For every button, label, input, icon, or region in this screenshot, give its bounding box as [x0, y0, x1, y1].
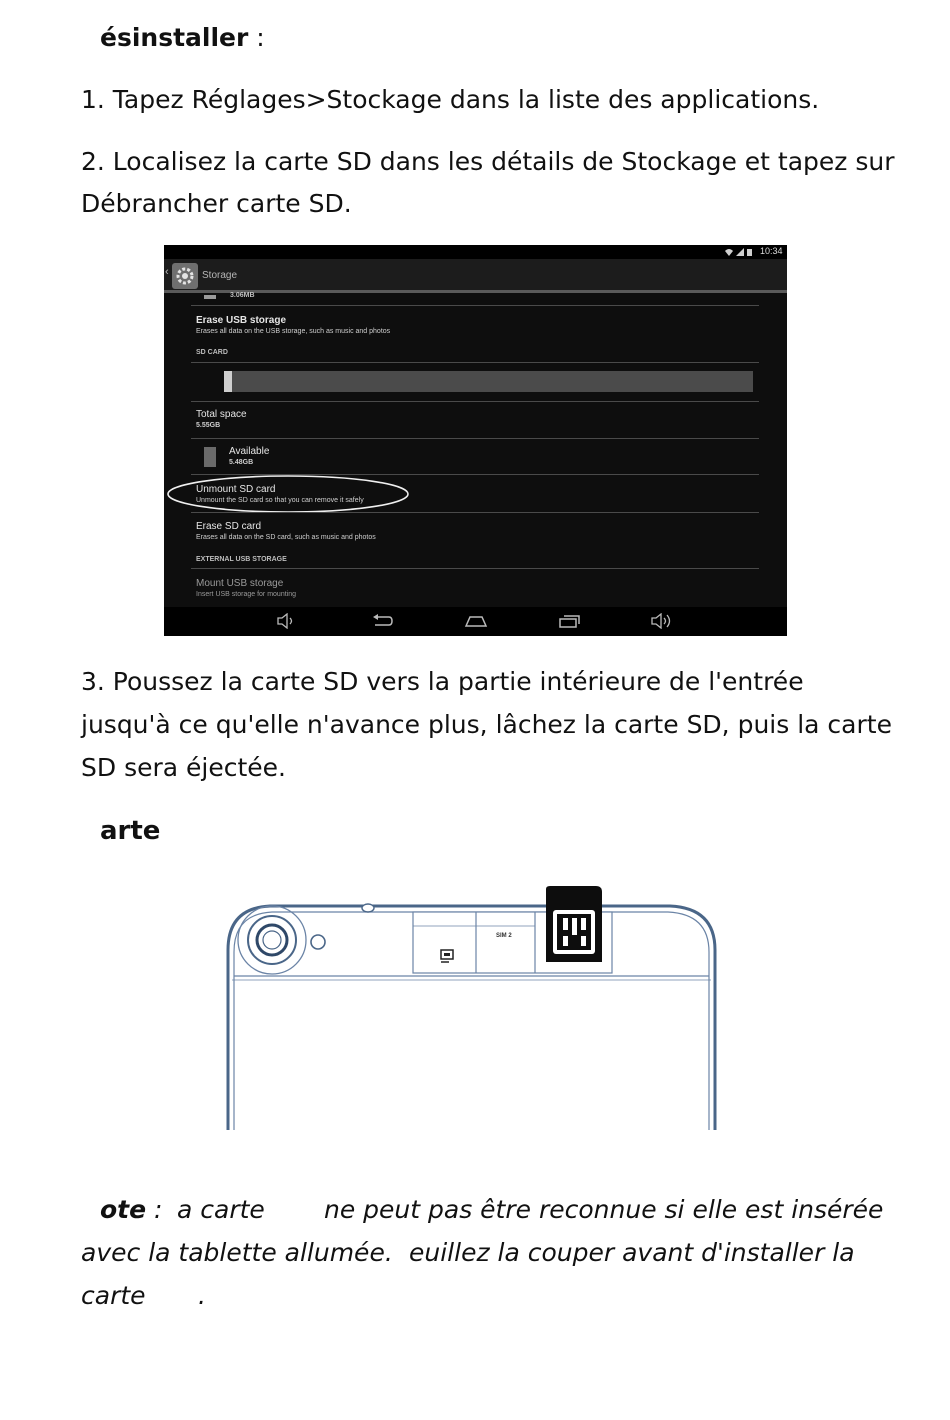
erase-usb-title: Erase USB storage — [196, 315, 287, 326]
wifi-icon — [725, 249, 733, 256]
partial-swatch — [204, 295, 216, 299]
step-2-line-2: Débrancher carte SD. — [81, 189, 352, 218]
volume-up-icon[interactable] — [650, 613, 674, 629]
divider — [191, 401, 759, 402]
status-icons — [724, 247, 756, 257]
heading-uninstall-text: ésinstaller — [100, 23, 249, 52]
sim-slot-label: SIM 2 — [496, 933, 512, 939]
step-3-line-2: jusqu'à ce qu'elle n'avance plus, lâchez la carte SD, puis la carte — [81, 710, 892, 739]
divider — [191, 362, 759, 363]
total-space-title: Total space — [196, 409, 247, 420]
action-bar-title: Storage — [202, 270, 238, 281]
note-line-2-a: avec la tablette allumée. — [81, 1238, 393, 1267]
erase-sd-subtitle: Erases all data on the SD card, such as music and photos — [196, 534, 376, 541]
status-time: 10:34 — [760, 246, 783, 256]
storage-screenshot — [164, 245, 787, 636]
available-title: Available — [229, 446, 270, 457]
available-swatch — [204, 447, 216, 467]
partial-value: 3.06MB — [230, 292, 255, 299]
external-usb-header: EXTERNAL USB STORAGE — [196, 556, 287, 563]
usage-used-fill — [224, 371, 232, 392]
note-line-1-a: a carte — [177, 1195, 265, 1224]
sim-card-icon — [546, 886, 602, 962]
divider — [191, 305, 759, 306]
note-line-3-b: . — [198, 1281, 206, 1310]
home-icon[interactable] — [464, 614, 488, 628]
erase-sd-title: Erase SD card — [196, 521, 262, 532]
step-3-line-3: SD sera éjectée. — [81, 753, 286, 782]
note-colon: : — [146, 1195, 163, 1224]
total-space-value: 5.55GB — [196, 422, 221, 429]
divider — [191, 512, 759, 513]
unmount-sd-title: Unmount SD card — [196, 484, 276, 495]
note-line-3-a: carte — [81, 1281, 146, 1310]
up-caret-icon[interactable]: ‹ — [165, 266, 169, 278]
sensor-icon — [311, 935, 325, 949]
step-2-line-1: 2. Localisez la carte SD dans les détails de Stockage et tapez sur — [81, 147, 895, 176]
settings-gear-icon[interactable] — [172, 263, 198, 289]
back-icon[interactable] — [371, 613, 395, 629]
heading-card: arte — [100, 816, 161, 846]
recent-apps-icon[interactable] — [558, 614, 582, 628]
sd-card-header: SD CARD — [196, 349, 228, 356]
storage-usage-bar — [224, 371, 753, 392]
mount-usb-subtitle: Insert USB storage for mounting — [196, 591, 296, 598]
status-bar — [164, 245, 787, 259]
note-line-2-b: euillez la couper avant d'installer la — [409, 1238, 855, 1267]
battery-icon — [747, 249, 752, 256]
available-value: 5.48GB — [229, 459, 254, 466]
volume-down-icon[interactable] — [276, 613, 296, 629]
divider — [191, 568, 759, 569]
erase-usb-subtitle: Erases all data on the USB storage, such as music and photos — [196, 328, 391, 335]
note-line-1-b: ne peut pas être reconnue si elle est insérée — [324, 1195, 884, 1224]
action-bar-divider — [164, 290, 787, 293]
tablet-slot-diagram — [220, 880, 725, 1135]
divider — [191, 438, 759, 439]
heading-uninstall — [100, 16, 265, 59]
step-3-line-1: 3. Poussez la carte SD vers la partie intérieure de l'entrée — [81, 667, 804, 696]
unmount-sd-subtitle: Unmount the SD card so that you can remove it safely — [196, 497, 364, 504]
note-line-1 — [100, 1188, 162, 1231]
action-bar — [164, 259, 787, 291]
signal-icon — [736, 248, 744, 256]
step-1: 1. Tapez Réglages>Stockage dans la liste des applications. — [81, 85, 820, 114]
heading-uninstall-colon: : — [248, 23, 265, 52]
mount-usb-title: Mount USB storage — [196, 578, 284, 589]
note-label: ote — [100, 1195, 147, 1224]
camera-icon — [238, 906, 306, 974]
